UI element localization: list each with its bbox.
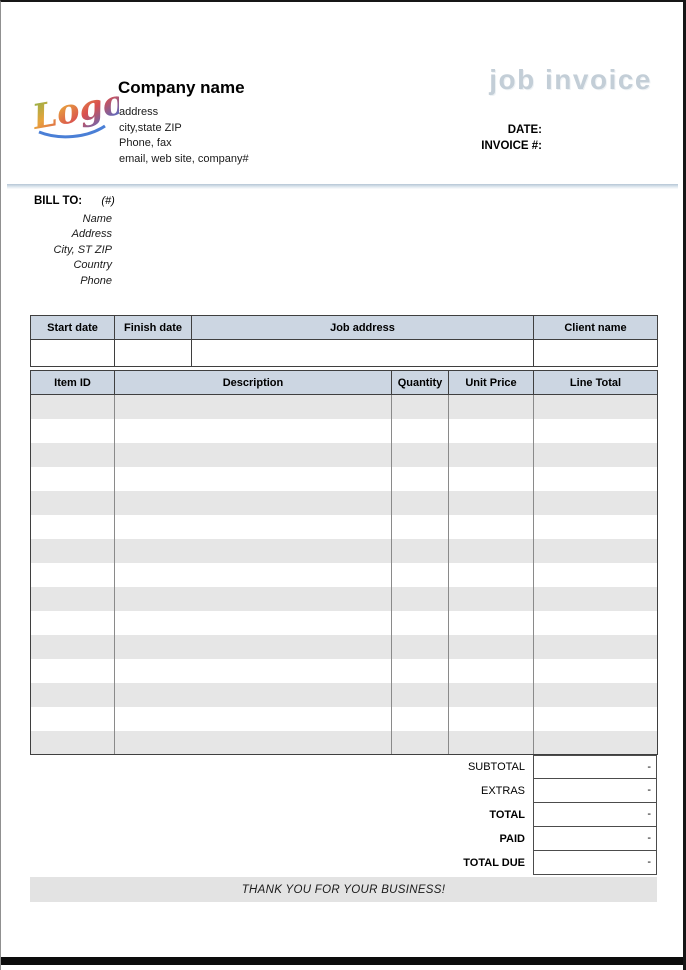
items-table-row bbox=[31, 515, 658, 539]
items-table-cell[interactable] bbox=[31, 731, 115, 755]
bill-to-line: Name bbox=[82, 213, 112, 225]
items-table-row bbox=[31, 635, 658, 659]
items-table-header-cell: Line Total bbox=[534, 371, 658, 395]
bill-to-lines bbox=[34, 212, 112, 289]
items-table-cell[interactable] bbox=[115, 563, 392, 587]
items-table-cell[interactable] bbox=[449, 563, 534, 587]
items-table-header-cell: Item ID bbox=[31, 371, 115, 395]
items-table-cell[interactable] bbox=[534, 395, 658, 419]
items-table-cell[interactable] bbox=[449, 491, 534, 515]
items-table-cell[interactable] bbox=[31, 491, 115, 515]
totals-section bbox=[30, 755, 657, 875]
total-due-label: TOTAL DUE bbox=[463, 857, 525, 869]
header-divider bbox=[7, 184, 678, 189]
job-table-cell[interactable] bbox=[192, 340, 534, 367]
items-table-cell[interactable] bbox=[31, 587, 115, 611]
items-table-row bbox=[31, 683, 658, 707]
total-label: TOTAL bbox=[489, 809, 525, 821]
items-table-cell[interactable] bbox=[115, 635, 392, 659]
items-table-header-cell: Quantity bbox=[392, 371, 449, 395]
items-table-cell[interactable] bbox=[534, 587, 658, 611]
items-table-cell[interactable] bbox=[392, 731, 449, 755]
job-table-cell[interactable] bbox=[534, 340, 658, 367]
items-table-cell[interactable] bbox=[449, 467, 534, 491]
extras-value[interactable]: - bbox=[533, 779, 657, 803]
total-value[interactable]: - bbox=[533, 803, 657, 827]
items-table-cell[interactable] bbox=[115, 419, 392, 443]
items-table-cell[interactable] bbox=[392, 491, 449, 515]
items-table-cell[interactable] bbox=[534, 563, 658, 587]
items-table-row bbox=[31, 707, 658, 731]
items-table-cell[interactable] bbox=[115, 587, 392, 611]
items-table-cell[interactable] bbox=[115, 683, 392, 707]
items-table-cell[interactable] bbox=[31, 659, 115, 683]
logo-text: Logo bbox=[29, 82, 119, 138]
totals-row bbox=[30, 851, 657, 875]
items-table-cell[interactable] bbox=[392, 467, 449, 491]
items-table-cell[interactable] bbox=[31, 539, 115, 563]
page-bottom-bar bbox=[1, 957, 683, 965]
company-address bbox=[119, 105, 249, 167]
job-table-header-cell: Client name bbox=[534, 316, 658, 340]
items-table-row bbox=[31, 611, 658, 635]
job-table-header-cell: Job address bbox=[192, 316, 534, 340]
items-table-cell[interactable] bbox=[449, 611, 534, 635]
totals-row bbox=[30, 755, 657, 779]
bill-to-line: Country bbox=[73, 259, 112, 272]
items-table-cell[interactable] bbox=[392, 659, 449, 683]
items-table-cell[interactable] bbox=[31, 515, 115, 539]
invoice-title: job invoice bbox=[489, 64, 652, 95]
items-table-cell[interactable] bbox=[534, 491, 658, 515]
job-table-header-row bbox=[31, 316, 658, 340]
items-table-cell[interactable] bbox=[392, 707, 449, 731]
items-table-cell[interactable] bbox=[31, 611, 115, 635]
invoice-meta bbox=[481, 122, 542, 154]
job-table-cell[interactable] bbox=[31, 340, 115, 367]
items-table-row bbox=[31, 659, 658, 683]
totals-row bbox=[30, 827, 657, 851]
items-table-cell[interactable] bbox=[115, 731, 392, 755]
items-table-cell[interactable] bbox=[31, 683, 115, 707]
items-table-row bbox=[31, 395, 658, 419]
items-table-cell[interactable] bbox=[115, 707, 392, 731]
items-table-header-cell: Unit Price bbox=[449, 371, 534, 395]
items-table-cell[interactable] bbox=[449, 395, 534, 419]
company-logo bbox=[29, 82, 119, 144]
items-table-cell[interactable] bbox=[31, 467, 115, 491]
invoice-body bbox=[30, 315, 657, 902]
address-line: city,state ZIP bbox=[119, 121, 182, 134]
totals-row bbox=[30, 779, 657, 803]
date-label: DATE: bbox=[507, 124, 542, 136]
items-table-row bbox=[31, 443, 658, 467]
items-table-cell[interactable] bbox=[392, 563, 449, 587]
items-table-cell[interactable] bbox=[115, 539, 392, 563]
items-table-cell[interactable] bbox=[392, 419, 449, 443]
items-table-cell[interactable] bbox=[534, 443, 658, 467]
items-table-cell[interactable] bbox=[449, 587, 534, 611]
job-table bbox=[30, 315, 658, 367]
job-table-row bbox=[31, 340, 658, 367]
items-table-row bbox=[31, 539, 658, 563]
bill-to-label: BILL TO: bbox=[34, 195, 83, 207]
items-table-cell[interactable] bbox=[392, 539, 449, 563]
address-line: email, web site, company# bbox=[119, 152, 249, 165]
subtotal-value[interactable]: - bbox=[533, 755, 657, 779]
invoice-number-label: INVOICE #: bbox=[481, 140, 542, 152]
items-table-row bbox=[31, 419, 658, 443]
items-table-cell[interactable] bbox=[31, 563, 115, 587]
bill-to-line: Phone bbox=[80, 274, 112, 287]
items-table-cell[interactable] bbox=[31, 443, 115, 467]
thank-you-bar bbox=[30, 877, 657, 902]
extras-label: EXTRAS bbox=[480, 785, 525, 797]
bill-to-ref: (#) bbox=[101, 195, 115, 207]
items-table-cell[interactable] bbox=[449, 419, 534, 443]
items-table-cell[interactable] bbox=[115, 443, 392, 467]
items-table-cell[interactable] bbox=[449, 443, 534, 467]
job-table-header-cell: Finish date bbox=[115, 316, 192, 340]
items-table-cell[interactable] bbox=[534, 635, 658, 659]
items-table-row bbox=[31, 467, 658, 491]
items-table-cell[interactable] bbox=[392, 395, 449, 419]
bill-to-line: City, ST ZIP bbox=[53, 243, 112, 256]
items-table-cell[interactable] bbox=[449, 515, 534, 539]
totals-row bbox=[30, 803, 657, 827]
total-due-value[interactable]: - bbox=[533, 851, 657, 875]
items-table-cell[interactable] bbox=[392, 683, 449, 707]
company-name: Company name bbox=[118, 78, 245, 97]
items-table-cell[interactable] bbox=[534, 683, 658, 707]
job-table-header-cell: Start date bbox=[31, 316, 115, 340]
items-table-cell[interactable] bbox=[534, 419, 658, 443]
paid-value[interactable]: - bbox=[533, 827, 657, 851]
items-table-cell[interactable] bbox=[449, 539, 534, 563]
subtotal-label: SUBTOTAL bbox=[467, 761, 525, 773]
bill-to-header bbox=[34, 195, 115, 207]
items-table-cell[interactable] bbox=[392, 611, 449, 635]
items-table-cell[interactable] bbox=[115, 395, 392, 419]
paid-label: PAID bbox=[499, 833, 525, 845]
items-table-row bbox=[31, 491, 658, 515]
items-table-cell[interactable] bbox=[392, 515, 449, 539]
thank-you-message: THANK YOU FOR YOUR BUSINESS! bbox=[241, 883, 446, 896]
items-table-cell[interactable] bbox=[449, 659, 534, 683]
items-table-cell[interactable] bbox=[534, 467, 658, 491]
address-line: Phone, fax bbox=[119, 137, 172, 149]
items-table-cell[interactable] bbox=[534, 659, 658, 683]
items-table-cell[interactable] bbox=[31, 635, 115, 659]
items-table-cell[interactable] bbox=[392, 587, 449, 611]
items-table-cell[interactable] bbox=[449, 707, 534, 731]
items-table-cell[interactable] bbox=[534, 515, 658, 539]
items-table bbox=[30, 370, 658, 755]
items-table-header-row bbox=[31, 371, 658, 395]
items-table-row bbox=[31, 587, 658, 611]
items-table-cell[interactable] bbox=[534, 707, 658, 731]
items-table-cell[interactable] bbox=[115, 515, 392, 539]
items-table-cell[interactable] bbox=[449, 731, 534, 755]
items-table-row bbox=[31, 731, 658, 755]
items-table-cell[interactable] bbox=[31, 395, 115, 419]
items-table-cell[interactable] bbox=[115, 467, 392, 491]
items-table-cell[interactable] bbox=[31, 707, 115, 731]
items-table-cell[interactable] bbox=[449, 683, 534, 707]
items-table-cell[interactable] bbox=[115, 491, 392, 515]
job-table-cell[interactable] bbox=[115, 340, 192, 367]
items-table-header-cell: Description bbox=[115, 371, 392, 395]
items-table-cell[interactable] bbox=[392, 443, 449, 467]
items-table-cell[interactable] bbox=[115, 659, 392, 683]
bill-to-line: Address bbox=[71, 228, 112, 241]
items-table-row bbox=[31, 563, 658, 587]
items-table-body bbox=[31, 395, 658, 755]
items-table-cell[interactable] bbox=[392, 635, 449, 659]
items-table-cell[interactable] bbox=[115, 611, 392, 635]
items-table-cell[interactable] bbox=[534, 731, 658, 755]
items-table-cell[interactable] bbox=[31, 419, 115, 443]
items-table-cell[interactable] bbox=[449, 635, 534, 659]
address-line: address bbox=[119, 106, 159, 118]
items-table-cell[interactable] bbox=[534, 611, 658, 635]
items-table-cell[interactable] bbox=[534, 539, 658, 563]
